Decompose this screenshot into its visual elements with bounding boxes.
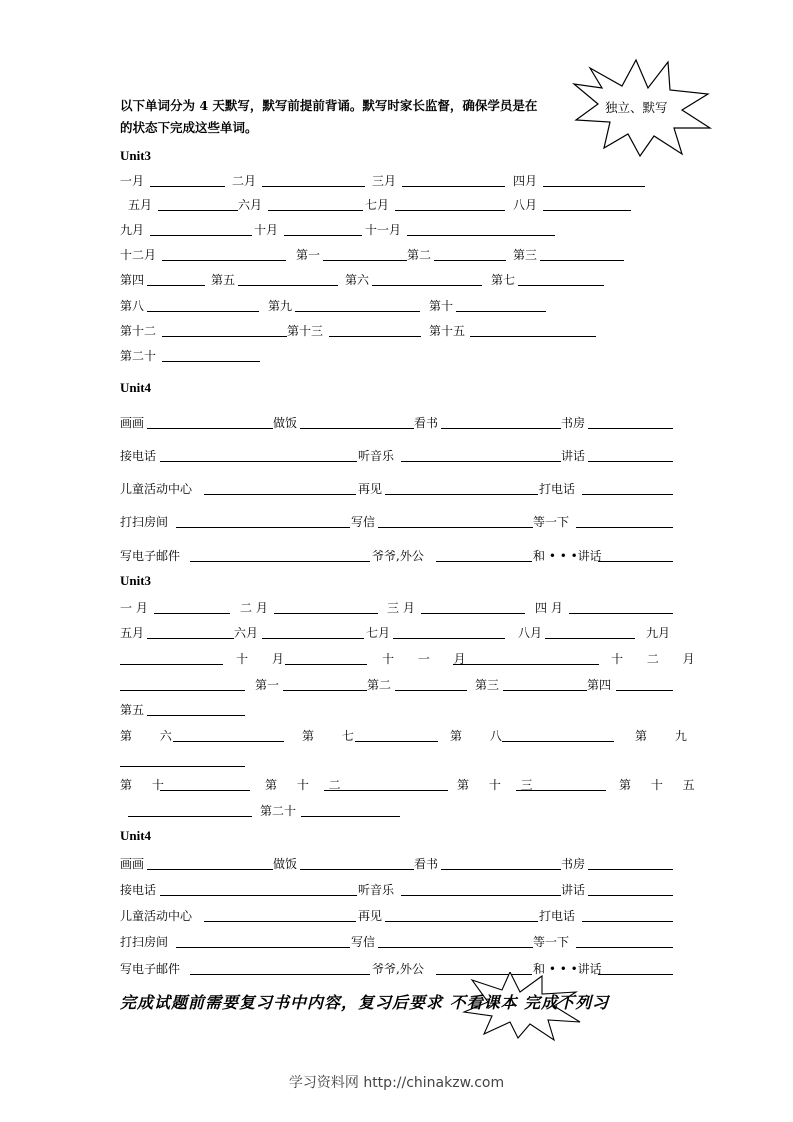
answer-blank[interactable] — [176, 527, 350, 528]
word-label: 写信 — [351, 515, 376, 529]
word-label: 六月 — [238, 198, 263, 212]
word-label: 第五 — [120, 703, 145, 717]
unit4-a-row-3 — [120, 480, 673, 498]
answer-blank[interactable] — [588, 461, 673, 462]
answer-blank[interactable] — [147, 285, 205, 286]
answer-blank[interactable] — [441, 428, 561, 429]
word-label: 讲话 — [561, 449, 586, 463]
word-label: 第十五 — [429, 324, 466, 338]
word-label: 写信 — [351, 935, 376, 949]
answer-blank[interactable] — [402, 186, 505, 187]
word-label: 二 月 — [240, 601, 268, 615]
word-label: 第十三 — [287, 324, 324, 338]
answer-blank[interactable] — [283, 690, 367, 691]
word-label: 第三 — [513, 248, 538, 262]
answer-blank[interactable] — [598, 561, 673, 562]
word-label: 打电话 — [539, 482, 576, 496]
answer-blank[interactable] — [543, 186, 645, 187]
answer-blank[interactable] — [372, 285, 482, 286]
answer-blank[interactable] — [502, 741, 614, 742]
answer-blank[interactable] — [378, 947, 533, 948]
answer-blank[interactable] — [393, 638, 505, 639]
unit4-a-row-2 — [120, 447, 673, 465]
unit4-title-b: Unit4 — [120, 828, 152, 843]
unit3-b-row-6-cont — [120, 752, 673, 770]
word-label: 八月 — [513, 198, 538, 212]
word-label: 第二十 — [260, 804, 297, 818]
answer-blank[interactable] — [436, 561, 532, 562]
word-label: 七月 — [366, 626, 391, 640]
word-label: 爷爷,外公 — [372, 962, 424, 976]
word-label: 第五 — [211, 273, 236, 287]
answer-blank[interactable] — [238, 285, 338, 286]
unit3-title-b: Unit3 — [120, 573, 152, 588]
word-label: 写电子邮件 — [120, 549, 181, 563]
answer-blank[interactable] — [576, 947, 673, 948]
unit3-b-row-5 — [120, 701, 673, 719]
unit3-a-row-4 — [120, 246, 680, 264]
answer-blank[interactable] — [545, 638, 635, 639]
answer-blank[interactable] — [582, 921, 673, 922]
unit4-b-row-4 — [120, 933, 673, 951]
answer-blank[interactable] — [324, 790, 448, 791]
starburst-top-text: 独立、默写 — [605, 100, 668, 115]
answer-blank[interactable] — [329, 336, 421, 337]
answer-blank[interactable] — [588, 869, 673, 870]
answer-blank[interactable] — [441, 869, 561, 870]
word-label: 写电子邮件 — [120, 962, 181, 976]
answer-blank[interactable] — [434, 260, 506, 261]
word-label: 看书 — [414, 857, 439, 871]
answer-blank[interactable] — [154, 613, 230, 614]
unit3-title-a: Unit3 — [120, 148, 152, 163]
unit3-b-row-6 — [120, 727, 699, 745]
unit3-a-row-6 — [120, 297, 680, 315]
word-label: 第十二 — [120, 324, 157, 338]
word-label: 打扫房间 — [120, 515, 169, 529]
unit3-a-row-8 — [120, 347, 680, 365]
word-label: 十 月 — [236, 652, 294, 666]
word-label: 十月 — [254, 223, 279, 237]
word-label: 再见 — [358, 482, 383, 496]
unit3-b-row-4 — [120, 676, 673, 694]
answer-blank[interactable] — [204, 494, 356, 495]
unit4-b-row-3 — [120, 907, 673, 925]
word-label: 一 月 — [120, 601, 148, 615]
answer-blank[interactable] — [516, 790, 606, 791]
answer-blank[interactable] — [588, 895, 673, 896]
word-label: 等一下 — [533, 935, 570, 949]
word-label: 第二 — [367, 678, 392, 692]
answer-blank[interactable] — [385, 494, 538, 495]
word-label: 六月 — [234, 626, 259, 640]
answer-blank[interactable] — [173, 741, 284, 742]
word-label: 第 六 — [120, 729, 184, 743]
answer-blank[interactable] — [147, 715, 245, 716]
word-label: 打扫房间 — [120, 935, 169, 949]
word-label: 第四 — [587, 678, 612, 692]
word-label: 二月 — [232, 174, 257, 188]
word-label: 和 • • •讲话 — [533, 549, 602, 563]
answer-blank[interactable] — [518, 285, 604, 286]
word-label: 十二月 — [120, 248, 157, 262]
answer-blank[interactable] — [401, 461, 561, 462]
word-label: 三 月 — [387, 601, 415, 615]
word-label: 第 十 三 — [457, 778, 541, 792]
answer-blank[interactable] — [300, 869, 414, 870]
word-label: 第七 — [491, 273, 516, 287]
word-label: 第 十 二 — [265, 778, 349, 792]
answer-blank[interactable] — [120, 664, 223, 665]
word-label: 第十 — [429, 299, 454, 313]
answer-blank[interactable] — [576, 527, 673, 528]
answer-blank[interactable] — [120, 690, 245, 691]
word-label: 第三 — [475, 678, 500, 692]
answer-blank[interactable] — [401, 895, 561, 896]
word-label: 做饭 — [273, 857, 298, 871]
word-label: 第二十 — [120, 349, 157, 363]
word-label: 第 八 — [450, 729, 514, 743]
answer-blank[interactable] — [147, 311, 259, 312]
answer-blank[interactable] — [262, 638, 364, 639]
word-label: 十 一 月 — [382, 652, 476, 666]
answer-blank[interactable] — [395, 690, 467, 691]
word-label: 讲话 — [561, 883, 586, 897]
word-label: 第一 — [296, 248, 321, 262]
word-label: 再见 — [358, 909, 383, 923]
word-label: 书房 — [561, 857, 586, 871]
unit3-a-row-1 — [120, 172, 680, 190]
answer-blank[interactable] — [295, 311, 420, 312]
word-label: 书房 — [561, 416, 586, 430]
word-label: 接电话 — [120, 449, 157, 463]
word-label: 三月 — [372, 174, 397, 188]
word-label: 第八 — [120, 299, 145, 313]
word-label: 第一 — [255, 678, 280, 692]
unit3-b-row-2 — [120, 624, 673, 642]
unit3-b-row-7 — [120, 776, 703, 794]
answer-blank[interactable] — [543, 210, 631, 211]
answer-blank[interactable] — [588, 428, 673, 429]
answer-blank[interactable] — [300, 428, 414, 429]
word-label: 画画 — [120, 857, 145, 871]
word-label: 第四 — [120, 273, 145, 287]
answer-blank[interactable] — [456, 311, 546, 312]
word-label: 八月 — [518, 626, 543, 640]
answer-blank[interactable] — [453, 664, 599, 665]
word-label: 第 十 五 — [619, 778, 703, 792]
instructions-line-2: 的状态下完成这些单词。 — [120, 120, 258, 135]
word-label: 七月 — [365, 198, 390, 212]
word-label: 第二 — [407, 248, 432, 262]
answer-blank[interactable] — [204, 921, 356, 922]
answer-blank[interactable] — [160, 895, 357, 896]
answer-blank[interactable] — [274, 613, 378, 614]
answer-blank[interactable] — [421, 613, 525, 614]
answer-blank[interactable] — [190, 561, 370, 562]
answer-blank[interactable] — [355, 741, 438, 742]
word-label: 打电话 — [539, 909, 576, 923]
unit3-a-row-2 — [120, 196, 680, 214]
word-label: 一月 — [120, 174, 145, 188]
answer-blank[interactable] — [162, 361, 260, 362]
word-label: 五月 — [120, 626, 145, 640]
word-label: 第 十 — [120, 778, 172, 792]
answer-blank[interactable] — [385, 921, 538, 922]
unit3-b-row-1 — [120, 599, 673, 617]
answer-blank[interactable] — [120, 766, 245, 767]
answer-blank[interactable] — [147, 428, 273, 429]
final-instruction: 完成试题前需要复习书中内容，复习后要求 不看课本 完成下列习 — [120, 993, 610, 1012]
unit3-a-row-7 — [120, 322, 680, 340]
word-label: 爷爷,外公 — [372, 549, 424, 563]
answer-blank[interactable] — [150, 235, 252, 236]
unit4-b-row-5 — [120, 960, 673, 978]
word-label: 第 九 — [635, 729, 699, 743]
answer-blank[interactable] — [162, 336, 287, 337]
word-label: 听音乐 — [358, 449, 395, 463]
answer-blank[interactable] — [323, 260, 407, 261]
word-label: 第六 — [345, 273, 370, 287]
answer-blank[interactable] — [150, 186, 225, 187]
word-label: 儿童活动中心 — [120, 482, 193, 496]
answer-blank[interactable] — [301, 816, 400, 817]
word-label: 看书 — [414, 416, 439, 430]
word-label: 第 七 — [302, 729, 366, 743]
answer-blank[interactable] — [176, 947, 350, 948]
answer-blank[interactable] — [285, 664, 367, 665]
unit3-a-row-3 — [120, 221, 680, 239]
answer-blank[interactable] — [160, 461, 357, 462]
unit4-title-a: Unit4 — [120, 380, 152, 395]
answer-blank[interactable] — [540, 260, 624, 261]
word-label: 和 • • •讲话 — [533, 962, 602, 976]
word-label: 做饭 — [273, 416, 298, 430]
answer-blank[interactable] — [284, 235, 362, 236]
answer-blank[interactable] — [160, 790, 250, 791]
answer-blank[interactable] — [470, 336, 596, 337]
unit4-a-row-5 — [120, 547, 673, 565]
answer-blank[interactable] — [262, 186, 365, 187]
answer-blank[interactable] — [190, 974, 370, 975]
word-label: 画画 — [120, 416, 145, 430]
word-label: 第九 — [268, 299, 293, 313]
answer-blank[interactable] — [147, 638, 234, 639]
word-label: 九月 — [646, 626, 671, 640]
answer-blank[interactable] — [582, 494, 673, 495]
answer-blank[interactable] — [268, 210, 363, 211]
word-label: 四 月 — [535, 601, 563, 615]
word-label: 五月 — [128, 198, 153, 212]
answer-blank[interactable] — [128, 816, 252, 817]
instructions-line-1: 以下单词分为 4 天默写，默写前提前背诵。默写时家长监督，确保学员是在 — [120, 98, 538, 113]
answer-blank[interactable] — [503, 690, 587, 691]
word-label: 九月 — [120, 223, 145, 237]
word-label: 接电话 — [120, 883, 157, 897]
unit4-a-row-1 — [120, 414, 673, 432]
answer-blank[interactable] — [158, 210, 238, 211]
instructions — [120, 95, 537, 139]
word-label: 听音乐 — [358, 883, 395, 897]
unit4-a-row-4 — [120, 513, 673, 531]
word-label: 四月 — [513, 174, 538, 188]
answer-blank[interactable] — [569, 613, 673, 614]
unit4-b-row-1 — [120, 855, 673, 873]
unit3-a-row-5 — [120, 271, 680, 289]
answer-blank[interactable] — [147, 869, 273, 870]
word-label: 等一下 — [533, 515, 570, 529]
footer-watermark: 学习资料网 http://chinakzw.com — [288, 1075, 505, 1091]
answer-blank[interactable] — [407, 235, 555, 236]
word-label: 十一月 — [365, 223, 402, 237]
answer-blank[interactable] — [162, 260, 286, 261]
unit4-b-row-2 — [120, 881, 673, 899]
word-label: 十 二 月 — [611, 652, 705, 666]
word-label: 儿童活动中心 — [120, 909, 193, 923]
unit3-b-row-3 — [120, 650, 705, 668]
answer-blank[interactable] — [616, 690, 673, 691]
answer-blank[interactable] — [395, 210, 505, 211]
answer-blank[interactable] — [598, 974, 673, 975]
answer-blank[interactable] — [378, 527, 533, 528]
unit3-b-row-8 — [120, 802, 673, 820]
